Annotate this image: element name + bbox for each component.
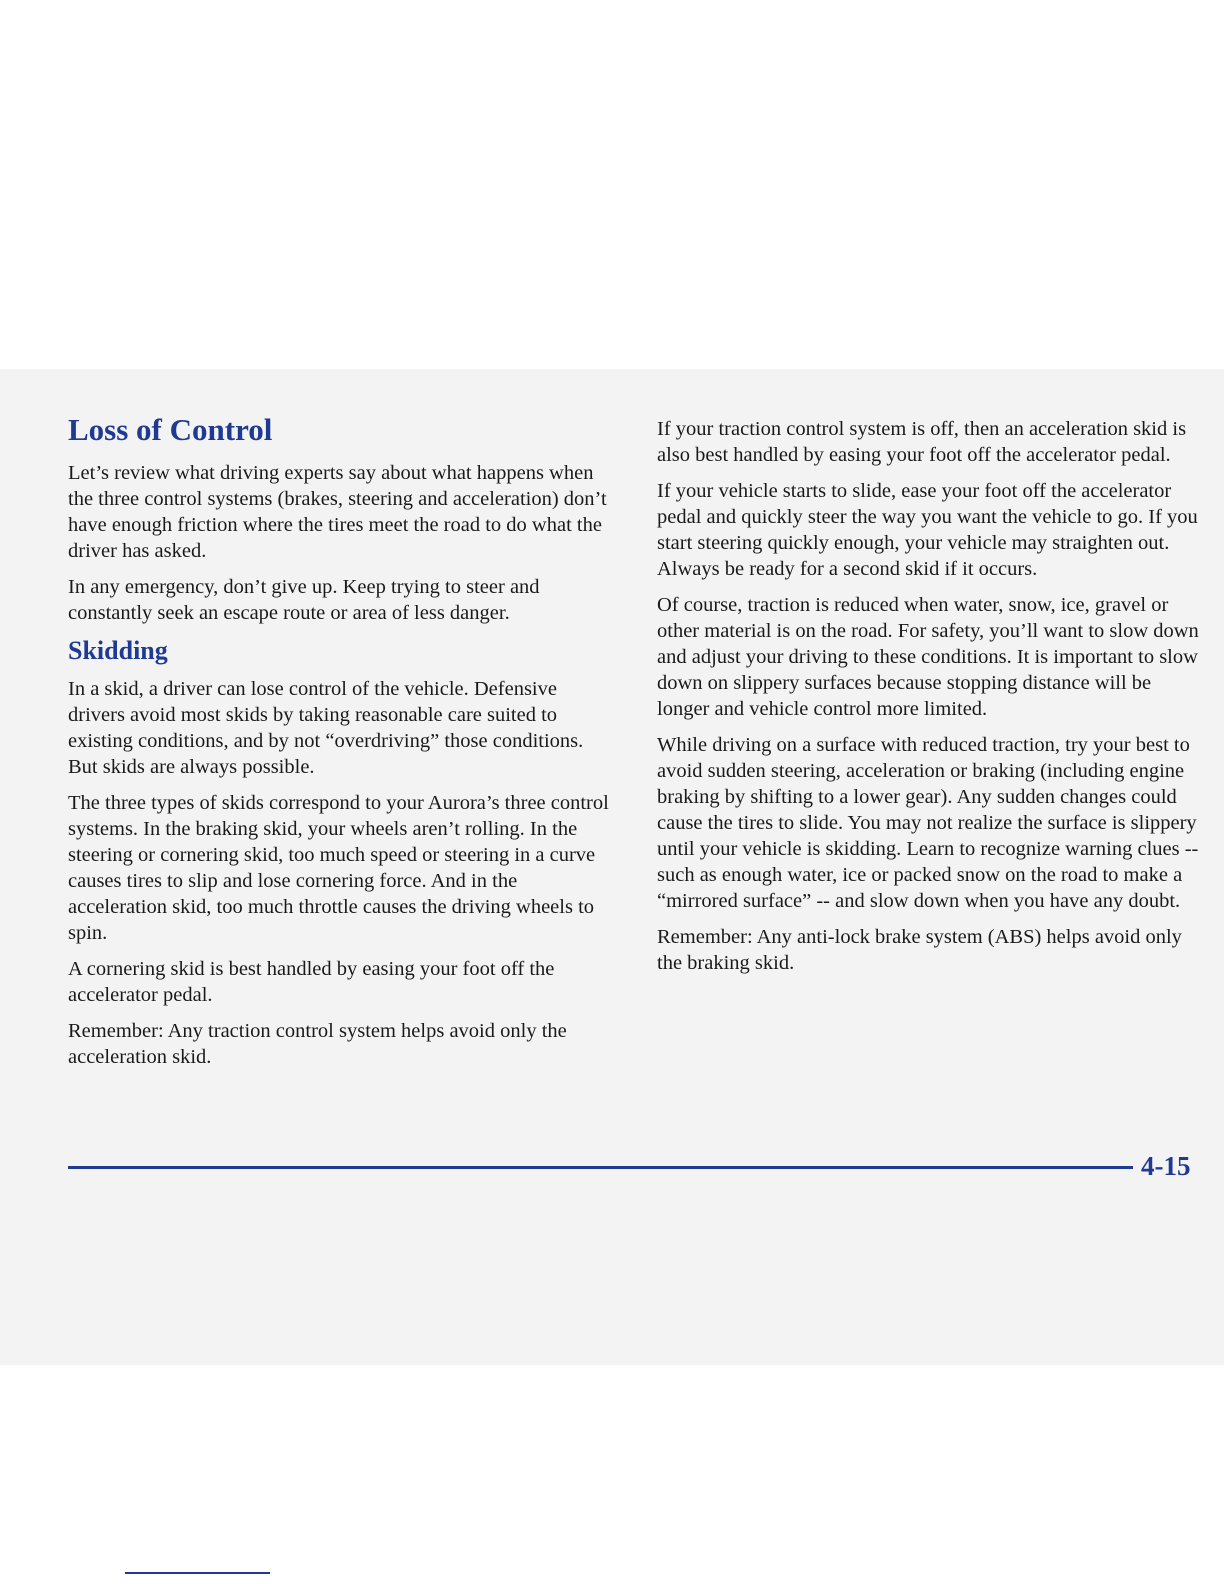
- bottom-rule-mark: [125, 1572, 270, 1574]
- footer-rule: [68, 1166, 1133, 1169]
- skidding-subheading: Skidding: [68, 636, 168, 665]
- right-column: [657, 416, 1202, 986]
- body-paragraph: Of course, traction is reduced when water, snow, ice, gravel or other material is on the road. For safety, you’ll want to slow down and adjust your driving to these conditions. It is important to slow down on slippery surfaces because stopping distance will be longer and vehicle control more limited.: [657, 594, 1199, 720]
- skid-paragraph: A cornering skid is best handled by easing your foot off the accelerator pedal.: [68, 958, 555, 1006]
- body-paragraph: Remember: Any anti-lock brake system (ABS) helps avoid only the braking skid.: [657, 926, 1182, 974]
- left-column: [68, 412, 613, 1080]
- skid-paragraph: The three types of skids correspond to your Aurora’s three control systems. In the braking skid, your wheels aren’t rolling. In the steering or cornering skid, too much speed or steering in a curve causes tires to slip and lose cornering force. And in the acceleration skid, too much throttle causes the driving wheels to spin.: [68, 792, 609, 944]
- intro-paragraph: Let’s review what driving experts say about what happens when the three control systems (brakes, steering and acceleration) don’t have enough friction where the tires meet the road to do what the driver has asked.: [68, 462, 607, 562]
- intro-paragraph: In any emergency, don’t give up. Keep trying to steer and constantly seek an escape route or area of less danger.: [68, 576, 540, 624]
- body-paragraph: If your traction control system is off, then an acceleration skid is also best handled by easing your foot off the accelerator pedal.: [657, 418, 1187, 466]
- body-paragraph: While driving on a surface with reduced traction, try your best to avoid sudden steering, acceleration or braking (including engine braking by shifting to a lower gear). Any sudden changes could cause the tires to slide. You may not realize the surface is slippery until your vehicle is skidding. Learn to recognize warning clues -- such as enough water, ice or packed snow on the road to make a “mirrored surface” -- and slow down when you have any doubt.: [657, 734, 1199, 912]
- skid-paragraph: Remember: Any traction control system helps avoid only the acceleration skid.: [68, 1020, 567, 1068]
- section-title: Loss of Control: [68, 412, 273, 447]
- body-paragraph: If your vehicle starts to slide, ease your foot off the accelerator pedal and quickly steer the way you want the vehicle to go. If you start steering quickly enough, your vehicle may straighten out. Always be ready for a second skid if it occurs.: [657, 480, 1198, 580]
- skid-paragraph: In a skid, a driver can lose control of the vehicle. Defensive drivers avoid most skids by taking reasonable care suited to existing conditions, and by not “overdriving” those conditions. But skids are always possible.: [68, 678, 584, 778]
- page-number: 4-15: [1141, 1151, 1191, 1181]
